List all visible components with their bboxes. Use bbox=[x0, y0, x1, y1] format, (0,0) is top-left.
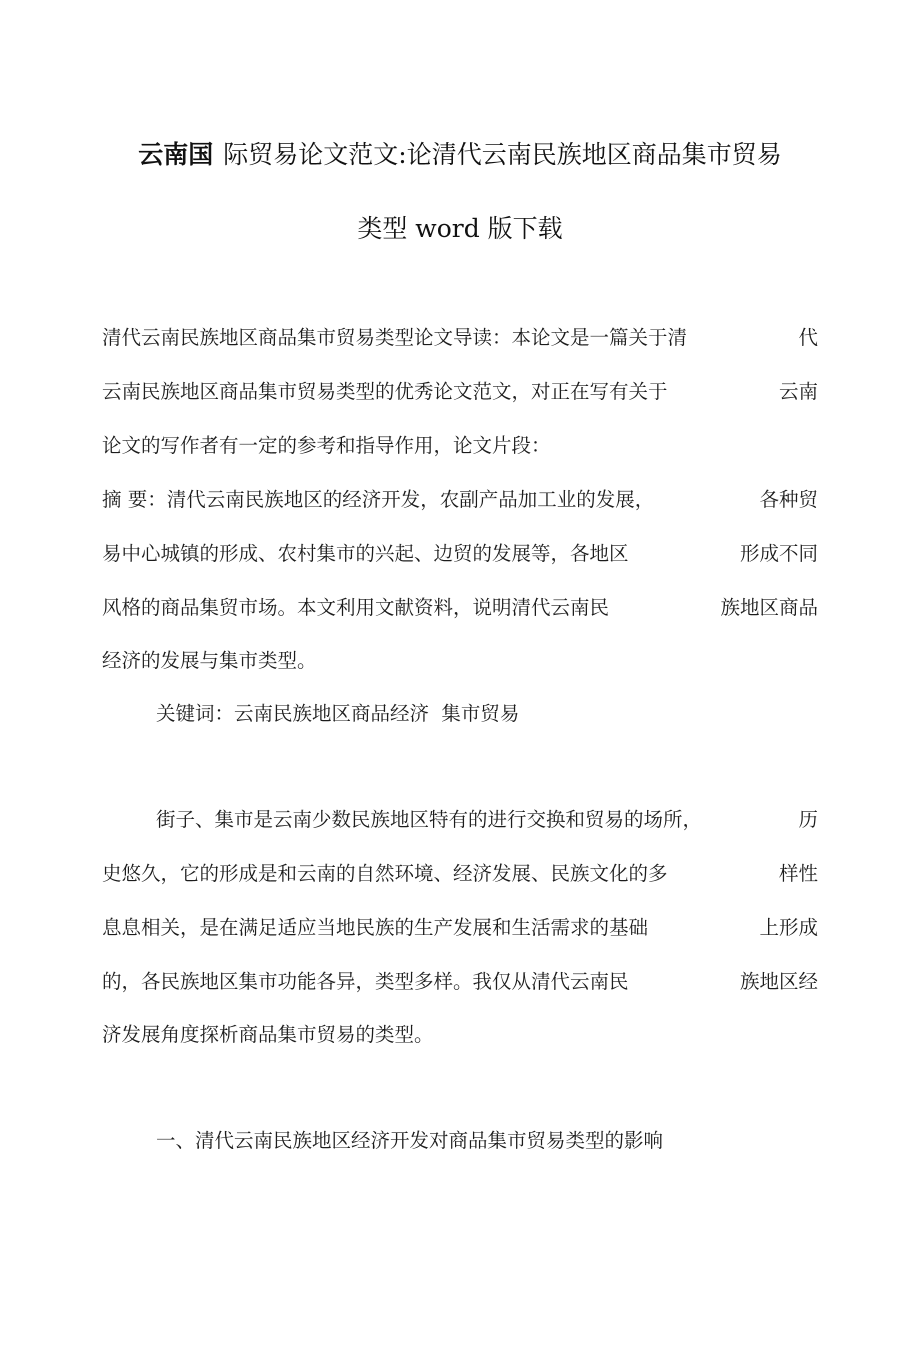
body-line-text: 街子、集市是云南少数民族地区特有的进行交换和贸易的场所， bbox=[156, 808, 703, 831]
abstract-line bbox=[102, 486, 818, 514]
body-line bbox=[102, 968, 818, 996]
body-line-text: 济发展角度探析商品集市贸易的类型。 bbox=[102, 1023, 434, 1046]
abstract-line bbox=[102, 540, 818, 568]
body-line bbox=[102, 1021, 818, 1049]
abstract-line-text: 形成不同 bbox=[739, 542, 818, 565]
intro-line-text: 清代云南民族地区商品集市贸易类型论文导读：本论文是一篇关于清 bbox=[102, 326, 688, 349]
section-heading: 一、清代云南民族地区经济开发对商品集市贸易类型的影响 bbox=[156, 1129, 664, 1152]
abstract-line bbox=[102, 647, 818, 675]
abstract-line-text: 经济的发展与集市类型。 bbox=[102, 649, 317, 672]
intro-line-text: 代 bbox=[798, 326, 818, 349]
body-line-text: 历 bbox=[798, 808, 818, 831]
body-line-text: 的，各民族地区集市功能各异，类型多样。我仅从清代云南民 bbox=[102, 970, 629, 993]
body-line bbox=[102, 860, 818, 888]
title-text: 际贸易论文范文:论清代云南民族地区商品集市贸易 bbox=[223, 140, 782, 169]
document-title-line-1 bbox=[0, 138, 920, 172]
intro-line-text: 论文的写作者有一定的参考和指导作用，论文片段： bbox=[102, 434, 551, 457]
document-title-line-2: 类型 word 版下载 bbox=[357, 214, 563, 243]
body-line-text: 上形成 bbox=[759, 916, 818, 939]
keywords-line: 关键词：云南民族地区商品经济 集市贸易 bbox=[156, 702, 520, 725]
body-line-text: 族地区经 bbox=[739, 970, 818, 993]
body-line-text: 息息相关，是在满足适应当地民族的生产发展和生活需求的基础 bbox=[102, 916, 649, 939]
body-line bbox=[156, 806, 818, 834]
abstract-line-text: 摘 要：清代云南民族地区的经济开发，农副产品加工业的发展， bbox=[102, 488, 655, 511]
intro-line-text: 云南 bbox=[778, 380, 818, 403]
abstract-line-text: 各种贸 bbox=[759, 488, 818, 511]
intro-line bbox=[102, 378, 818, 406]
body-line-text: 样性 bbox=[778, 862, 818, 885]
abstract-line bbox=[102, 594, 818, 622]
intro-line-text: 云南民族地区商品集市贸易类型的优秀论文范文，对正在写有关于 bbox=[102, 380, 668, 403]
abstract-line-text: 易中心城镇的形成、农村集市的兴起、边贸的发展等，各地区 bbox=[102, 542, 629, 565]
abstract-line-text: 风格的商品集贸市场。本文利用文献资料，说明清代云南民 bbox=[102, 596, 610, 619]
title-bold-prefix: 云南国 bbox=[138, 140, 214, 169]
body-line-text: 史悠久，它的形成是和云南的自然环境、经济发展、民族文化的多 bbox=[102, 862, 668, 885]
body-line bbox=[102, 914, 818, 942]
intro-line bbox=[102, 432, 818, 460]
intro-line bbox=[102, 324, 818, 352]
abstract-line-text: 族地区商品 bbox=[720, 596, 818, 619]
